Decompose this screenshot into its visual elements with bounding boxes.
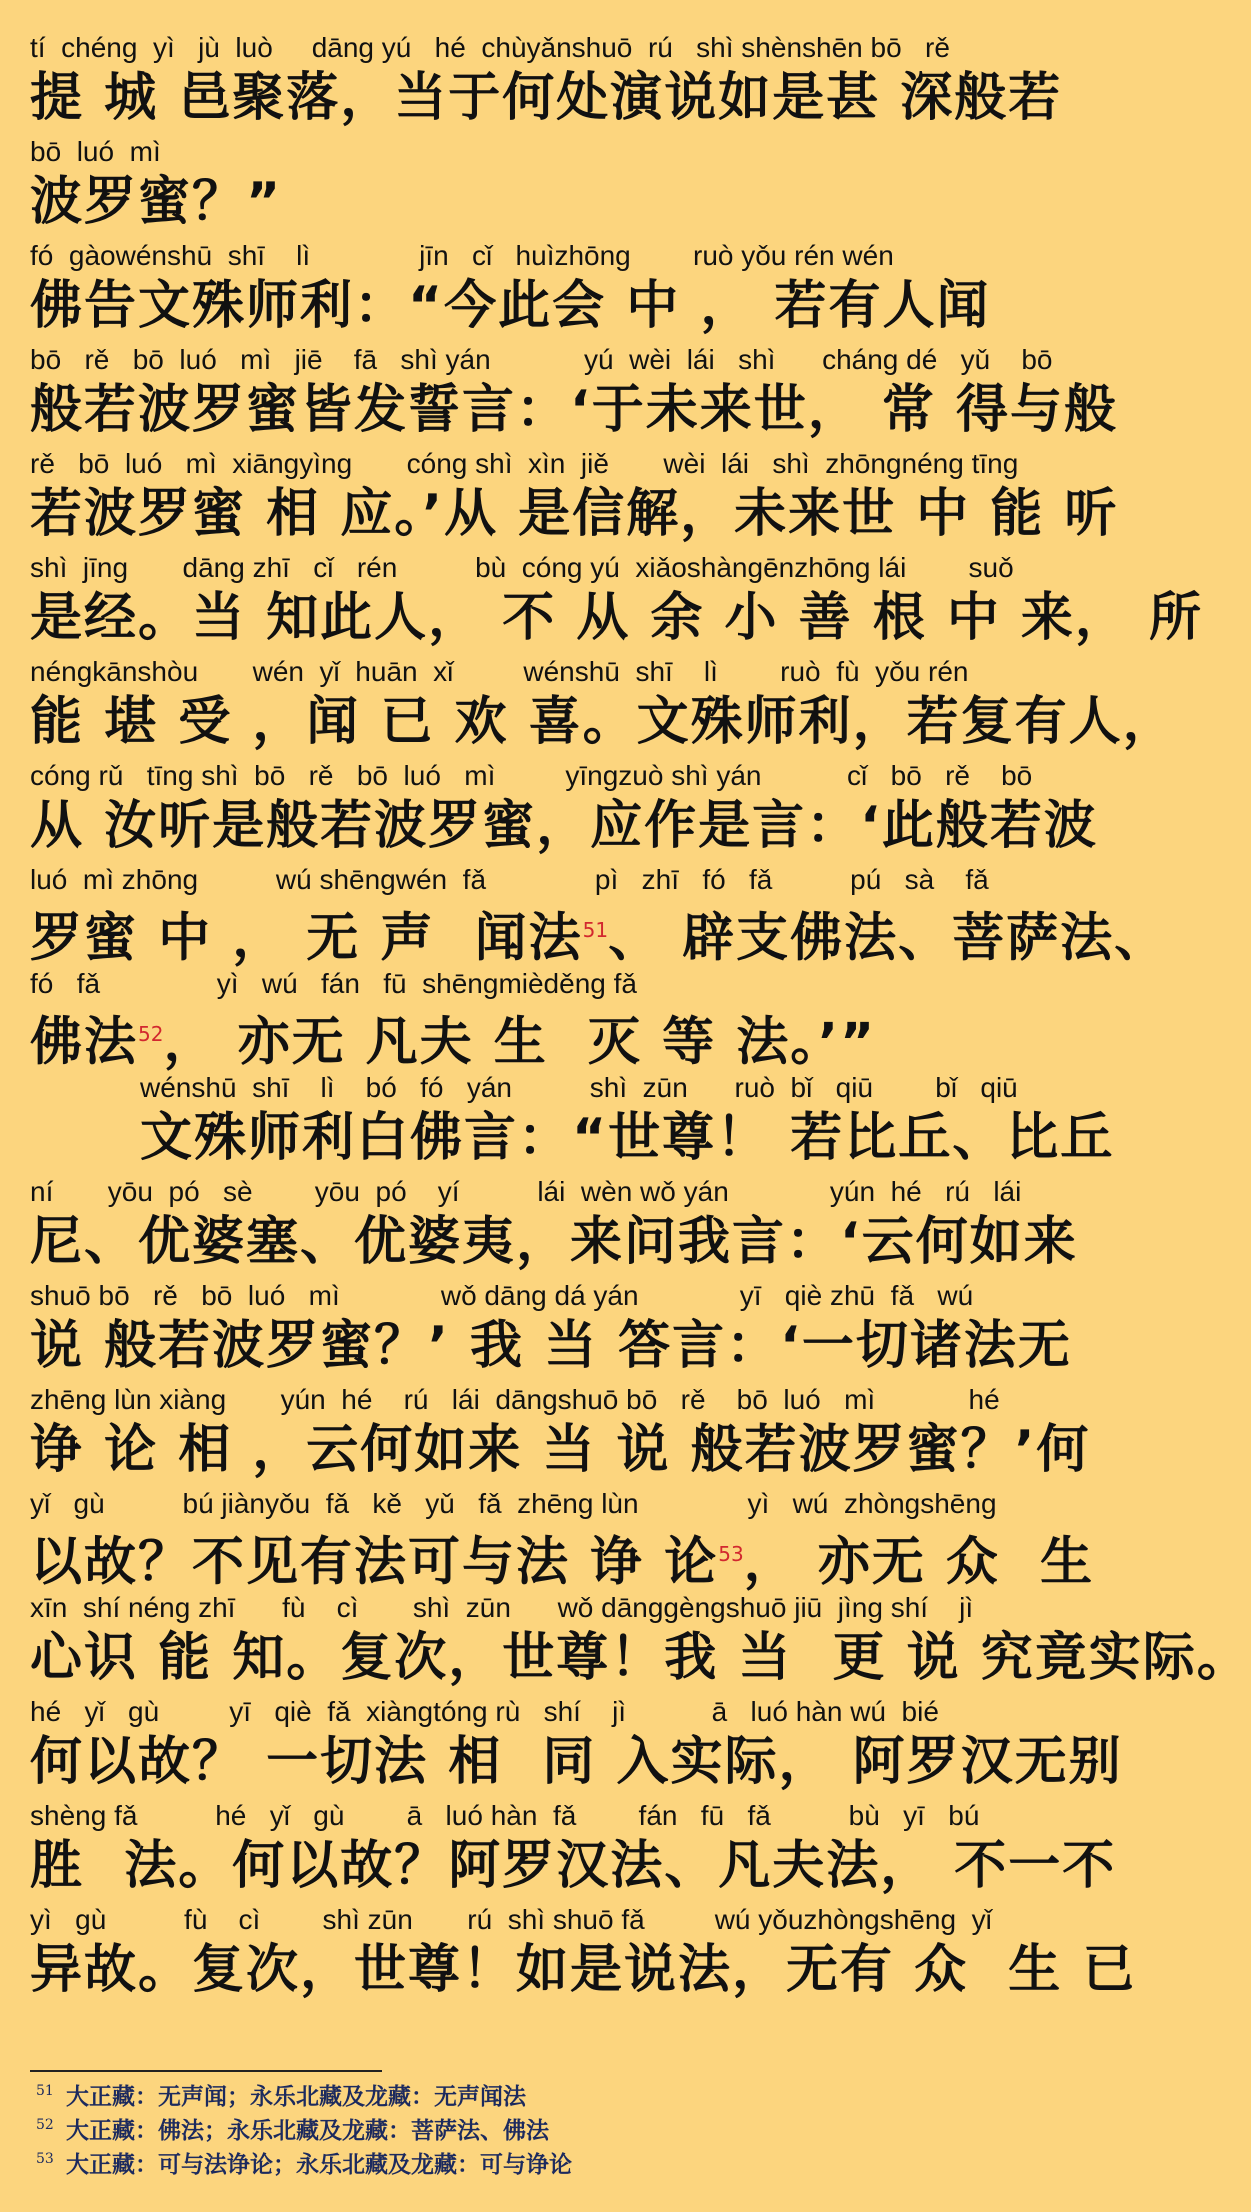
pinyin-annotation: shèng fǎ hé yǐ gù ā luó hàn fǎ fán fū fǎ bù yī bú [30,1800,980,1831]
pinyin-annotation: rě bō luó mì xiāngyìng cóng shì xìn jiě wèi lái shì zhōngnéng tīng [30,448,1019,479]
pinyin-annotation: zhēng lùn xiàng yún hé rú lái dāngshuō bō rě bō luó mì hé [30,1384,1000,1415]
chinese-text: 心识 能 知。复次，世尊！我 当 更 说 究竟实际。 [30,1628,1251,1688]
chinese-text: 般若波罗蜜皆发誓言：‘于未来世， 常 得与般 [30,380,1118,440]
text-line [30,966,1050,1073]
footnote [36,2080,1036,2114]
pinyin-annotation: shuō bō rě bō luó mì wǒ dāng dá yán yī qiè zhū fǎ wú [30,1280,974,1311]
chinese-text: 异故。复次，世尊！如是说法，无有 众 生 已 [30,1940,1137,2000]
footnotes [36,2080,1036,2182]
chinese-text: 说 般若波罗蜜？’ 我 当 答言：‘一切诸法无 [30,1316,1072,1376]
chinese-text: 从 汝听是般若波罗蜜，应作是言：‘此般若波 [30,796,1098,856]
text-line [30,134,1050,238]
pinyin-annotation: néngkānshòu wén yǐ huān xǐ wénshū shī lì ruò fù yǒu rén [30,656,969,687]
pinyin-annotation: xīn shí néng zhī fù cì shì zūn wǒ dānggèngshuō jiū jìng shí jì [30,1592,974,1623]
chinese-text: 是经。当 知此人， 不 从 余 小 善 根 中 来， 所 [30,588,1204,648]
pinyin-annotation: fó gàowénshū shī lì jīn cǐ huìzhōng ruò yǒu rén wén [30,240,894,271]
pinyin-annotation: wénshū shī lì bó fó yán shì zūn ruò bǐ qiū bǐ qiū [140,1072,1018,1103]
text-line [30,758,1098,862]
chinese-text: 佛法$^{52}$， 亦无 凡夫 生 灭 等 法。’” [30,1012,877,1073]
pinyin-annotation: luó mì zhōng wú shēngwén fǎ pì zhī fó fǎ pú sà fǎ [30,864,989,895]
text-line [30,862,1169,969]
pinyin-annotation: ní yōu pó sè yōu pó yí lái wèn wǒ yán yún hé rú lái [30,1176,1022,1207]
pinyin-annotation: yǐ gù bú jiànyǒu fǎ kě yǔ fǎ zhēng lùn yì wú zhòngshēng [30,1488,997,1519]
chinese-text: 尼、优婆塞、优婆夷，来问我言：‘云何如来 [30,1212,1078,1272]
chinese-text: 诤 论 相 ，云何如来 当 说 般若波罗蜜？’何 [30,1420,1091,1480]
chinese-text: 罗蜜 中 ， 无 声 闻法$^{51}$、 辟支佛法、菩萨法、 [30,908,1169,969]
pinyin-annotation: yì gù fù cì shì zūn rú shì shuō fǎ wú yǒuzhòngshēng yǐ [30,1904,992,1935]
footnote-reference: 51 [582,918,609,942]
chinese-text: 胜 法。何以故？阿罗汉法、凡夫法， 不一不 [30,1836,1117,1896]
chinese-text: 文殊师利白佛言：“世尊！ 若比丘、比丘 [140,1108,1115,1168]
text-line [30,1486,1095,1593]
chinese-text: 何以故？ 一切法 相 同 入实际， 阿罗汉无别 [30,1732,1123,1792]
footnote-number: 51 [36,2083,54,2100]
footnote [36,2114,1036,2148]
chinese-text: 佛告文殊师利：“今此会 中 ， 若有人闻 [30,276,991,336]
text-line [30,342,1118,446]
footnote-text: 大正藏：无声闻；永乐北藏及龙藏：无声闻法 [66,2083,526,2110]
text-line [30,238,1050,342]
pinyin-annotation: shì jīng dāng zhī cǐ rén bù cóng yú xiǎoshàngēnzhōng lái suǒ [30,552,1014,583]
chinese-text: 以故？不见有法可与法 诤 论$^{53}$， 亦无 众 生 [30,1532,1095,1593]
text-line [30,30,1063,134]
chinese-text: 波罗蜜？” [30,172,283,232]
pinyin-annotation: bō luó mì [30,136,161,167]
footnote-divider [30,2070,382,2072]
text-line [30,1278,1072,1382]
text-line [30,1798,1117,1902]
pinyin-annotation: fó fǎ yì wú fán fū shēngmièděng fǎ [30,968,637,999]
chinese-text: 若波罗蜜 相 应。’从 是信解，未来世 中 能 听 [30,484,1119,544]
text-line [30,1902,1137,2006]
pinyin-annotation: tí chéng yì jù luò dāng yú hé chùyǎnshuō rú shì shènshēn bō rě [30,32,950,63]
footnote-text: 大正藏：可与法诤论；永乐北藏及龙藏：可与诤论 [66,2151,572,2178]
footnote-number: 52 [36,2117,54,2134]
text-line [30,1070,1115,1174]
footnote-text: 大正藏：佛法；永乐北藏及龙藏：菩萨法、佛法 [66,2117,549,2144]
footnote-reference: 53 [718,1542,744,1566]
footnote-reference: 52 [138,1022,164,1046]
footnote-number: 53 [36,2151,54,2168]
pinyin-annotation: cóng rǔ tīng shì bō rě bō luó mì yīngzuò shì yán cǐ bō rě bō [30,760,1033,791]
text-line [30,550,1204,654]
footnote [36,2148,1036,2182]
pinyin-annotation: bō rě bō luó mì jiē fā shì yán yú wèi lái shì cháng dé yǔ bō [30,344,1053,375]
text-line [30,446,1119,550]
text-line [30,1590,1251,1694]
chinese-text: 能 堪 受 ，闻 已 欢 喜。文殊师利，若复有人， [30,692,1177,752]
pinyin-annotation: hé yǐ gù yī qiè fǎ xiàngtóng rù shí jì ā luó hàn wú bié [30,1696,939,1727]
text-line [30,1382,1091,1486]
text-line [30,654,1177,758]
text-line [30,1694,1123,1798]
text-line [30,1174,1078,1278]
chinese-text: 提 城 邑聚落，当于何处演说如是甚 深般若 [30,68,1063,128]
